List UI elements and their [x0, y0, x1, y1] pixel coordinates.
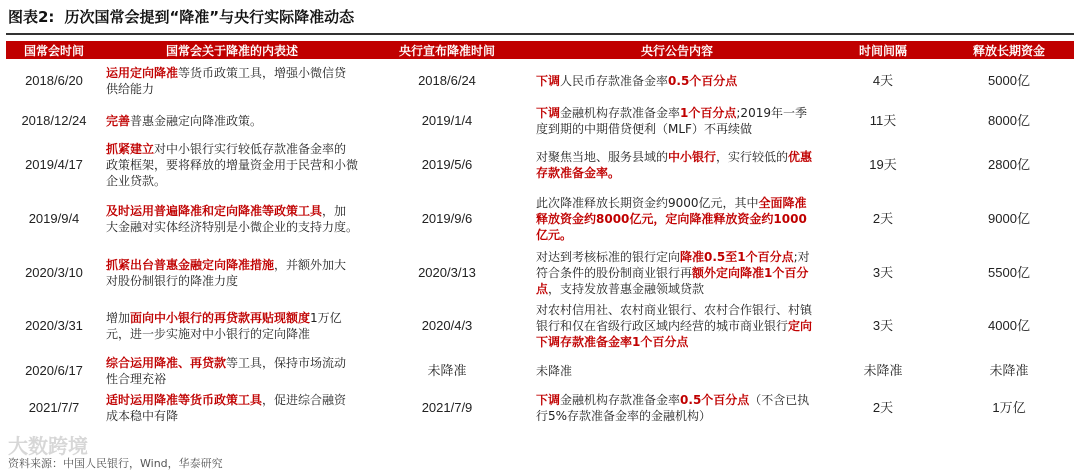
- notice-cell: [532, 299, 822, 353]
- statement-cell: [102, 389, 362, 427]
- cell-text: 5500亿: [988, 265, 1030, 280]
- highlight-text: 降准0.5至1个百分点: [680, 250, 794, 264]
- table-row: [6, 191, 1074, 247]
- cell-text: 2019/1/4: [421, 113, 473, 128]
- interval-cell: [822, 59, 944, 103]
- highlight-text: 下调: [536, 106, 561, 120]
- state-council-date-cell: [6, 389, 102, 427]
- funds-cell: [944, 247, 1074, 299]
- figure-title-text: 历次国常会提到“降准”与央行实际降准动态: [64, 8, 355, 26]
- table-header-row: [6, 41, 1074, 59]
- highlight-text: 下调: [536, 393, 561, 407]
- cell-text: 对农村信用社、农村商业银行、农村合作银行、村镇银行和仅在省级行政区域内经营的城市商业银行: [536, 303, 813, 333]
- cell-text: ;2019年一季度到期的中期借贷便利（MLF）不再续做: [536, 106, 807, 136]
- highlight-text: 额外定向降准1个百分点: [536, 266, 809, 296]
- interval-cell: [822, 103, 944, 139]
- notice-cell: [532, 139, 822, 191]
- cell-text: 2020/3/13: [418, 265, 476, 280]
- cell-text: 2020/3/10: [25, 265, 83, 280]
- statement-cell: [102, 59, 362, 103]
- cell-text: 2800亿: [988, 157, 1030, 172]
- funds-cell: [944, 103, 1074, 139]
- notice-cell: [532, 247, 822, 299]
- table-row: [6, 353, 1074, 389]
- cell-text: ;对符合条件的股份制商业银行再: [536, 250, 810, 280]
- cell-text: 2019/5/6: [421, 157, 473, 172]
- statement-cell: [102, 191, 362, 247]
- highlight-text: 综合运用降准、再贷款: [106, 356, 227, 370]
- pboc-date-cell: [362, 59, 532, 103]
- highlight-text: 运用定向降准: [106, 66, 179, 80]
- cell-text: ，实行较低的: [716, 150, 789, 164]
- interval-cell: [822, 389, 944, 427]
- table-row: [6, 59, 1074, 103]
- title-rule: [6, 33, 1074, 35]
- highlight-text: 下调: [536, 74, 561, 88]
- cell-text: 2020/3/31: [25, 318, 83, 333]
- interval-cell: [822, 299, 944, 353]
- state-council-date-cell: [6, 59, 102, 103]
- cell-text: 19天: [869, 157, 897, 172]
- cell-text: 1万亿: [992, 400, 1026, 415]
- cell-text: 8000亿: [988, 113, 1030, 128]
- interval-cell: [822, 247, 944, 299]
- cell-text: 对聚焦当地、服务县域的: [536, 150, 669, 164]
- state-council-date-cell: [6, 247, 102, 299]
- cell-text: 2018/6/20: [25, 73, 83, 88]
- state-council-date-cell: [6, 103, 102, 139]
- pboc-date-cell: [362, 103, 532, 139]
- cell-text: ，促进综合融资成本稳中有降: [106, 393, 347, 423]
- source-note: 资料来源：中国人民银行，Wind，华泰研究: [8, 457, 223, 470]
- funds-cell: [944, 389, 1074, 427]
- funds-cell: [944, 59, 1074, 103]
- policy-table: [6, 41, 1074, 427]
- highlight-text: 抓紧出台普惠金融定向降准措施: [106, 258, 275, 272]
- cell-text: 未降准: [536, 364, 573, 378]
- statement-cell: [102, 247, 362, 299]
- cell-text: ，并额外加大对股份制银行的降准力度: [106, 258, 347, 288]
- cell-text: 2019/9/4: [28, 211, 80, 226]
- col-header-funds: 释放长期资金: [944, 41, 1074, 59]
- cell-text: 9000亿: [988, 211, 1030, 226]
- cell-text: 未降准: [863, 363, 903, 378]
- highlight-text: 优惠存款准备金率。: [536, 150, 813, 180]
- cell-text: 4000亿: [988, 318, 1030, 333]
- cell-text: 2019/4/17: [25, 157, 83, 172]
- cell-text: 等货币政策工具，增强小微信贷供给能力: [106, 66, 347, 96]
- notice-cell: [532, 191, 822, 247]
- table-row: [6, 247, 1074, 299]
- interval-cell: [822, 353, 944, 389]
- cell-text: 11天: [869, 113, 897, 128]
- cell-text: 金融机构存款准备金率: [560, 106, 681, 120]
- highlight-text: 及时运用普遍降准和定向降准等政策工具: [106, 204, 323, 218]
- cell-text: 2018/6/24: [418, 73, 476, 88]
- highlight-text: 定向下调存款准备金率1个百分点: [536, 319, 813, 349]
- cell-text: 普惠金融定向降准政策。: [130, 114, 263, 128]
- cell-text: 对中小银行实行较低存款准备金率的政策框架，要将释放的增量资金用于民营和小微企业贷款。: [106, 142, 359, 188]
- cell-text: 2021/7/9: [421, 400, 473, 415]
- interval-cell: [822, 191, 944, 247]
- table-row: [6, 389, 1074, 427]
- state-council-date-cell: [6, 353, 102, 389]
- cell-text: 4天: [872, 73, 894, 88]
- cell-text: 增加: [106, 311, 131, 325]
- col-header-interval: 时间间隔: [822, 41, 944, 59]
- cell-text: 2021/7/7: [28, 400, 80, 415]
- highlight-text: 全面降准释放资金约8000亿元，定向降准释放资金约1000亿元。: [536, 196, 807, 242]
- col-header-state-council-date: 国常会时间: [6, 41, 102, 59]
- cell-text: 2019/9/6: [421, 211, 473, 226]
- state-council-date-cell: [6, 191, 102, 247]
- cell-text: 2020/4/3: [421, 318, 473, 333]
- funds-cell: [944, 191, 1074, 247]
- state-council-date-cell: [6, 139, 102, 191]
- pboc-date-cell: [362, 299, 532, 353]
- statement-cell: [102, 299, 362, 353]
- pboc-date-cell: [362, 191, 532, 247]
- statement-cell: [102, 139, 362, 191]
- cell-text: ，加大金融对实体经济特别是小微企业的支持力度。: [106, 204, 359, 234]
- cell-text: 等工具，保持市场流动性合理充裕: [106, 356, 347, 386]
- pboc-date-cell: [362, 389, 532, 427]
- interval-cell: [822, 139, 944, 191]
- cell-text: 未降准: [427, 363, 467, 378]
- notice-cell: [532, 59, 822, 103]
- col-header-statement: 国常会关于降准的内表述: [102, 41, 362, 59]
- cell-text: 对达到考核标准的银行定向: [536, 250, 681, 264]
- notice-cell: [532, 389, 822, 427]
- highlight-text: 中小银行: [668, 150, 717, 164]
- figure-label: 图表2:: [8, 8, 55, 26]
- cell-text: 未降准: [989, 363, 1029, 378]
- table-row: [6, 299, 1074, 353]
- cell-text: ，支持发放普惠金融领域贷款: [548, 282, 705, 296]
- state-council-date-cell: [6, 299, 102, 353]
- cell-text: 3天: [872, 265, 894, 280]
- cell-text: 3天: [872, 318, 894, 333]
- highlight-text: 完善: [106, 114, 131, 128]
- table-row: [6, 103, 1074, 139]
- table-row: [6, 139, 1074, 191]
- highlight-text: 1个百分点: [680, 106, 737, 120]
- figure-title: [8, 5, 354, 29]
- pboc-date-cell: [362, 247, 532, 299]
- col-header-pboc-date: 央行宣布降准时间: [362, 41, 532, 59]
- funds-cell: [944, 139, 1074, 191]
- highlight-text: 面向中小银行的再贷款再贴现额度: [130, 311, 311, 325]
- cell-text: 2018/12/24: [21, 113, 87, 128]
- highlight-text: 抓紧建立: [106, 142, 155, 156]
- pboc-date-cell: [362, 353, 532, 389]
- cell-text: 2020/6/17: [25, 363, 83, 378]
- cell-text: 人民币存款准备金率: [560, 74, 669, 88]
- cell-text: 1万亿元，进一步实施对中小银行的定向降准: [106, 311, 342, 341]
- pboc-date-cell: [362, 139, 532, 191]
- notice-cell: [532, 103, 822, 139]
- highlight-text: 0.5个百分点: [668, 74, 738, 88]
- notice-cell: [532, 353, 822, 389]
- cell-text: 金融机构存款准备金率: [560, 393, 681, 407]
- statement-cell: [102, 103, 362, 139]
- cell-text: 2天: [872, 400, 894, 415]
- col-header-notice: 央行公告内容: [532, 41, 822, 59]
- watermark: 大数跨境: [8, 434, 88, 458]
- cell-text: 5000亿: [988, 73, 1030, 88]
- highlight-text: 0.5个百分点: [680, 393, 750, 407]
- statement-cell: [102, 353, 362, 389]
- cell-text: （不含已执行5%存款准备金率的金融机构）: [536, 393, 810, 423]
- cell-text: 此次降准释放长期资金约9000亿元，其中: [536, 196, 759, 210]
- funds-cell: [944, 353, 1074, 389]
- funds-cell: [944, 299, 1074, 353]
- highlight-text: 适时运用降准等货币政策工具: [106, 393, 263, 407]
- cell-text: 2天: [872, 211, 894, 226]
